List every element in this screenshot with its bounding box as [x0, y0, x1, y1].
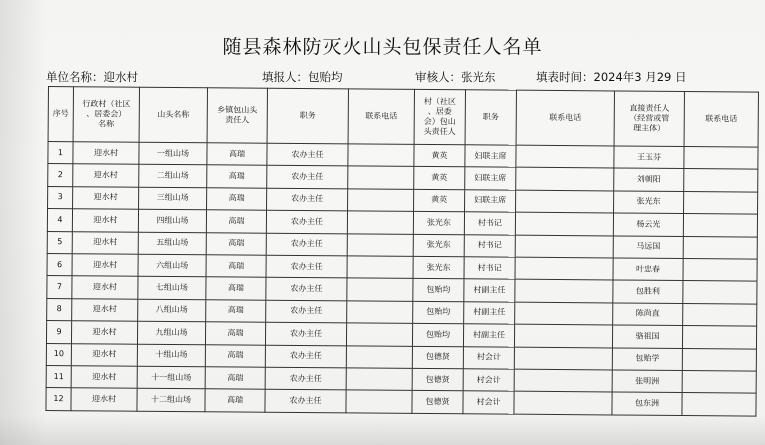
cell-direct-person: 包胜利	[613, 280, 683, 303]
cell-mountain: 十二组山场	[137, 389, 205, 412]
fill-date: 填表时间：2024年3 月29 日	[536, 70, 687, 84]
cell-mountain: 六组山场	[138, 254, 206, 277]
cell-town-position: 农办主任	[266, 255, 347, 278]
cell-village-phone	[515, 280, 613, 303]
cell-village: 迎水村	[72, 298, 138, 321]
cell-town-person: 高瑞	[205, 389, 265, 412]
cell-village-position: 妇联主席	[465, 167, 516, 190]
cell-town-position: 农办主任	[265, 367, 346, 390]
cell-seq: 4	[47, 209, 72, 232]
header-direct-person-line: （经营或管	[629, 113, 670, 123]
cell-direct-person: 张光东	[614, 191, 684, 214]
cell-town-phone	[346, 368, 412, 391]
cell-direct-person: 包贻学	[612, 347, 682, 370]
cell-direct-phone	[684, 146, 758, 169]
header-town-person-line: 乡镇包山头	[217, 105, 258, 115]
cell-village-phone	[514, 391, 612, 414]
document-title: 随县森林防灭火山头包保责任人名单	[222, 36, 543, 58]
cell-village-person: 包贻均	[413, 279, 464, 302]
cell-direct-person: 骆祖国	[612, 325, 682, 348]
cell-town-position: 农办主任	[266, 210, 347, 233]
reviewer-name: 审核人：张光东	[415, 70, 496, 84]
cell-village-position: 村会计	[463, 346, 514, 369]
header-direct-person-line: 直接责任人	[629, 103, 670, 113]
cell-town-person: 高瑞	[207, 188, 267, 211]
cell-town-phone	[348, 189, 414, 212]
cell-village-phone	[514, 324, 612, 347]
cell-seq: 6	[47, 253, 72, 276]
cell-village-phone	[515, 212, 613, 235]
cell-town-position: 农办主任	[265, 322, 346, 345]
cell-direct-person: 马远国	[613, 236, 683, 259]
cell-direct-phone	[683, 236, 757, 259]
cell-village-phone	[515, 257, 613, 280]
cell-village: 迎水村	[71, 388, 137, 411]
cell-seq: 10	[46, 343, 71, 366]
cell-village-person: 黄英	[414, 189, 465, 212]
header-direct-person	[614, 91, 684, 147]
cell-direct-person: 杨云光	[613, 213, 683, 236]
cell-town-person: 高瑞	[206, 277, 266, 300]
cell-mountain: 三组山场	[139, 187, 207, 210]
cell-town-person: 高瑞	[206, 255, 266, 278]
cell-village: 迎水村	[73, 142, 139, 165]
header-town-phone: 联系电话	[348, 89, 414, 145]
header-village-person-line: 会）包山	[423, 116, 456, 127]
header-village-person-line: 、居委	[427, 106, 452, 117]
cell-mountain: 十组山场	[137, 344, 205, 367]
header-town-person	[207, 88, 267, 143]
header-village-person-line: 村（社区	[423, 96, 456, 107]
cell-direct-person: 王玉芬	[614, 146, 684, 169]
cell-town-phone	[346, 390, 412, 413]
cell-town-position: 农办主任	[266, 233, 347, 256]
cell-town-phone	[348, 144, 414, 167]
header-village-line: 行政村（社区	[82, 99, 131, 109]
cell-village: 迎水村	[71, 343, 137, 366]
cell-village: 迎水村	[72, 276, 138, 299]
header-village-person-line: 头责任人	[423, 126, 456, 137]
cell-direct-person: 陈尚直	[613, 303, 683, 326]
cell-village-phone	[515, 302, 613, 325]
cell-town-position: 农办主任	[267, 166, 348, 189]
cell-town-phone	[347, 233, 413, 256]
header-village-line: 、居委会）	[86, 109, 127, 119]
cell-seq: 2	[48, 164, 73, 187]
cell-seq: 7	[47, 276, 72, 299]
cell-seq: 12	[46, 388, 71, 411]
cell-village: 迎水村	[73, 186, 139, 209]
cell-village: 迎水村	[71, 321, 137, 344]
cell-town-position: 农办主任	[267, 143, 348, 166]
cell-town-person: 高瑞	[205, 322, 265, 345]
cell-village-position: 妇联主席	[465, 190, 516, 213]
cell-village-person: 包贻均	[413, 301, 464, 324]
cell-village-person: 黄英	[414, 167, 465, 190]
cell-village-position: 妇联主席	[465, 145, 516, 168]
cell-town-person: 高瑞	[205, 344, 265, 367]
cell-town-person: 高瑞	[206, 232, 266, 255]
cell-mountain: 四组山场	[138, 209, 206, 232]
cell-village: 迎水村	[71, 366, 137, 389]
cell-seq: 9	[46, 321, 71, 344]
cell-village-position: 村会计	[463, 369, 514, 392]
cell-direct-person: 包东洲	[612, 392, 682, 415]
cell-village-phone	[516, 168, 614, 191]
cell-direct-phone	[684, 191, 758, 214]
cell-direct-phone	[682, 393, 756, 416]
table-row	[46, 388, 756, 416]
cell-village: 迎水村	[72, 231, 138, 254]
cell-village-position: 村书记	[464, 257, 515, 280]
cell-mountain: 五组山场	[138, 232, 206, 255]
cell-village-phone	[514, 347, 612, 370]
responsibility-table	[45, 86, 759, 416]
cell-village-person: 黄英	[414, 144, 465, 167]
cell-seq: 5	[47, 231, 72, 254]
header-village-position: 职务	[465, 90, 516, 145]
cell-town-position: 农办主任	[265, 345, 346, 368]
cell-mountain: 一组山场	[139, 142, 207, 165]
header-town-position: 职务	[267, 88, 348, 144]
cell-village-person: 包贻均	[412, 323, 463, 346]
cell-seq: 8	[47, 298, 72, 321]
cell-village: 迎水村	[73, 164, 139, 187]
cell-town-phone	[346, 323, 412, 346]
photo-shadow-left	[0, 0, 46, 445]
cell-town-person: 高瑞	[206, 299, 266, 322]
cell-seq: 11	[46, 365, 71, 388]
header-direct-phone: 联系电话	[684, 91, 758, 147]
cell-direct-phone	[683, 258, 757, 281]
cell-town-phone	[348, 166, 414, 189]
photo-shadow-bottom	[0, 415, 765, 445]
cell-village-position: 村书记	[464, 234, 515, 257]
cell-mountain: 七组山场	[138, 277, 206, 300]
cell-direct-phone	[683, 281, 757, 304]
header-village-line: 名称	[98, 119, 115, 129]
cell-village-person: 张光东	[413, 256, 464, 279]
cell-mountain: 八组山场	[138, 299, 206, 322]
cell-town-person: 高瑞	[205, 367, 265, 390]
cell-seq: 1	[48, 142, 73, 165]
cell-town-position: 农办主任	[266, 278, 347, 301]
cell-town-position: 农办主任	[266, 300, 347, 323]
cell-village-person: 包德贤	[412, 346, 463, 369]
unit-name: 单位名称：迎水村	[46, 70, 138, 84]
cell-direct-person: 张明洲	[612, 370, 682, 393]
cell-town-phone	[347, 211, 413, 234]
header-town-person-line: 责任人	[225, 115, 250, 125]
cell-town-position: 农办主任	[267, 188, 348, 211]
cell-mountain: 十一组山场	[137, 366, 205, 389]
header-village	[73, 87, 139, 143]
cell-village-person: 包德贤	[412, 368, 463, 391]
header-seq: 序号	[48, 87, 73, 142]
header-mountain: 山头名称	[139, 87, 207, 143]
cell-direct-person: 叶忠春	[613, 258, 683, 281]
cell-village-position: 村会计	[463, 391, 514, 414]
cell-village-person: 包德贤	[412, 391, 463, 414]
cell-town-person: 高瑞	[207, 143, 267, 166]
cell-direct-phone	[683, 214, 757, 237]
cell-direct-phone	[682, 326, 756, 349]
cell-mountain: 九组山场	[137, 321, 205, 344]
cell-village-phone	[516, 145, 614, 168]
cell-village-position: 村副主任	[464, 279, 515, 302]
header-village-phone: 联系电话	[516, 90, 614, 146]
cell-village-position: 村书记	[464, 212, 515, 235]
cell-direct-phone	[684, 169, 758, 192]
cell-village-person: 张光东	[413, 212, 464, 235]
cell-town-position: 农办主任	[265, 390, 346, 413]
cell-direct-phone	[682, 370, 756, 393]
cell-seq: 3	[48, 186, 73, 209]
cell-village: 迎水村	[72, 254, 138, 277]
filler-name: 填报人：包贻均	[262, 70, 343, 84]
cell-direct-phone	[682, 348, 756, 371]
cell-village: 迎水村	[72, 209, 138, 232]
cell-village-position: 村副主任	[464, 302, 515, 325]
table-header-row	[48, 87, 758, 148]
cell-town-person: 高瑞	[207, 165, 267, 188]
cell-town-person: 高瑞	[206, 210, 266, 233]
cell-village-phone	[514, 369, 612, 392]
header-village-person	[414, 89, 465, 144]
cell-village-position: 村副主任	[463, 324, 514, 347]
cell-town-phone	[346, 345, 412, 368]
cell-town-phone	[347, 278, 413, 301]
cell-mountain: 二组山场	[139, 165, 207, 188]
cell-direct-phone	[683, 303, 757, 326]
cell-direct-person: 刘朝阳	[614, 168, 684, 191]
cell-town-phone	[347, 301, 413, 324]
header-direct-person-line: 理主体）	[633, 123, 666, 133]
cell-village-phone	[515, 235, 613, 258]
cell-village-person: 张光东	[413, 234, 464, 257]
cell-village-phone	[516, 190, 614, 213]
cell-town-phone	[347, 256, 413, 279]
